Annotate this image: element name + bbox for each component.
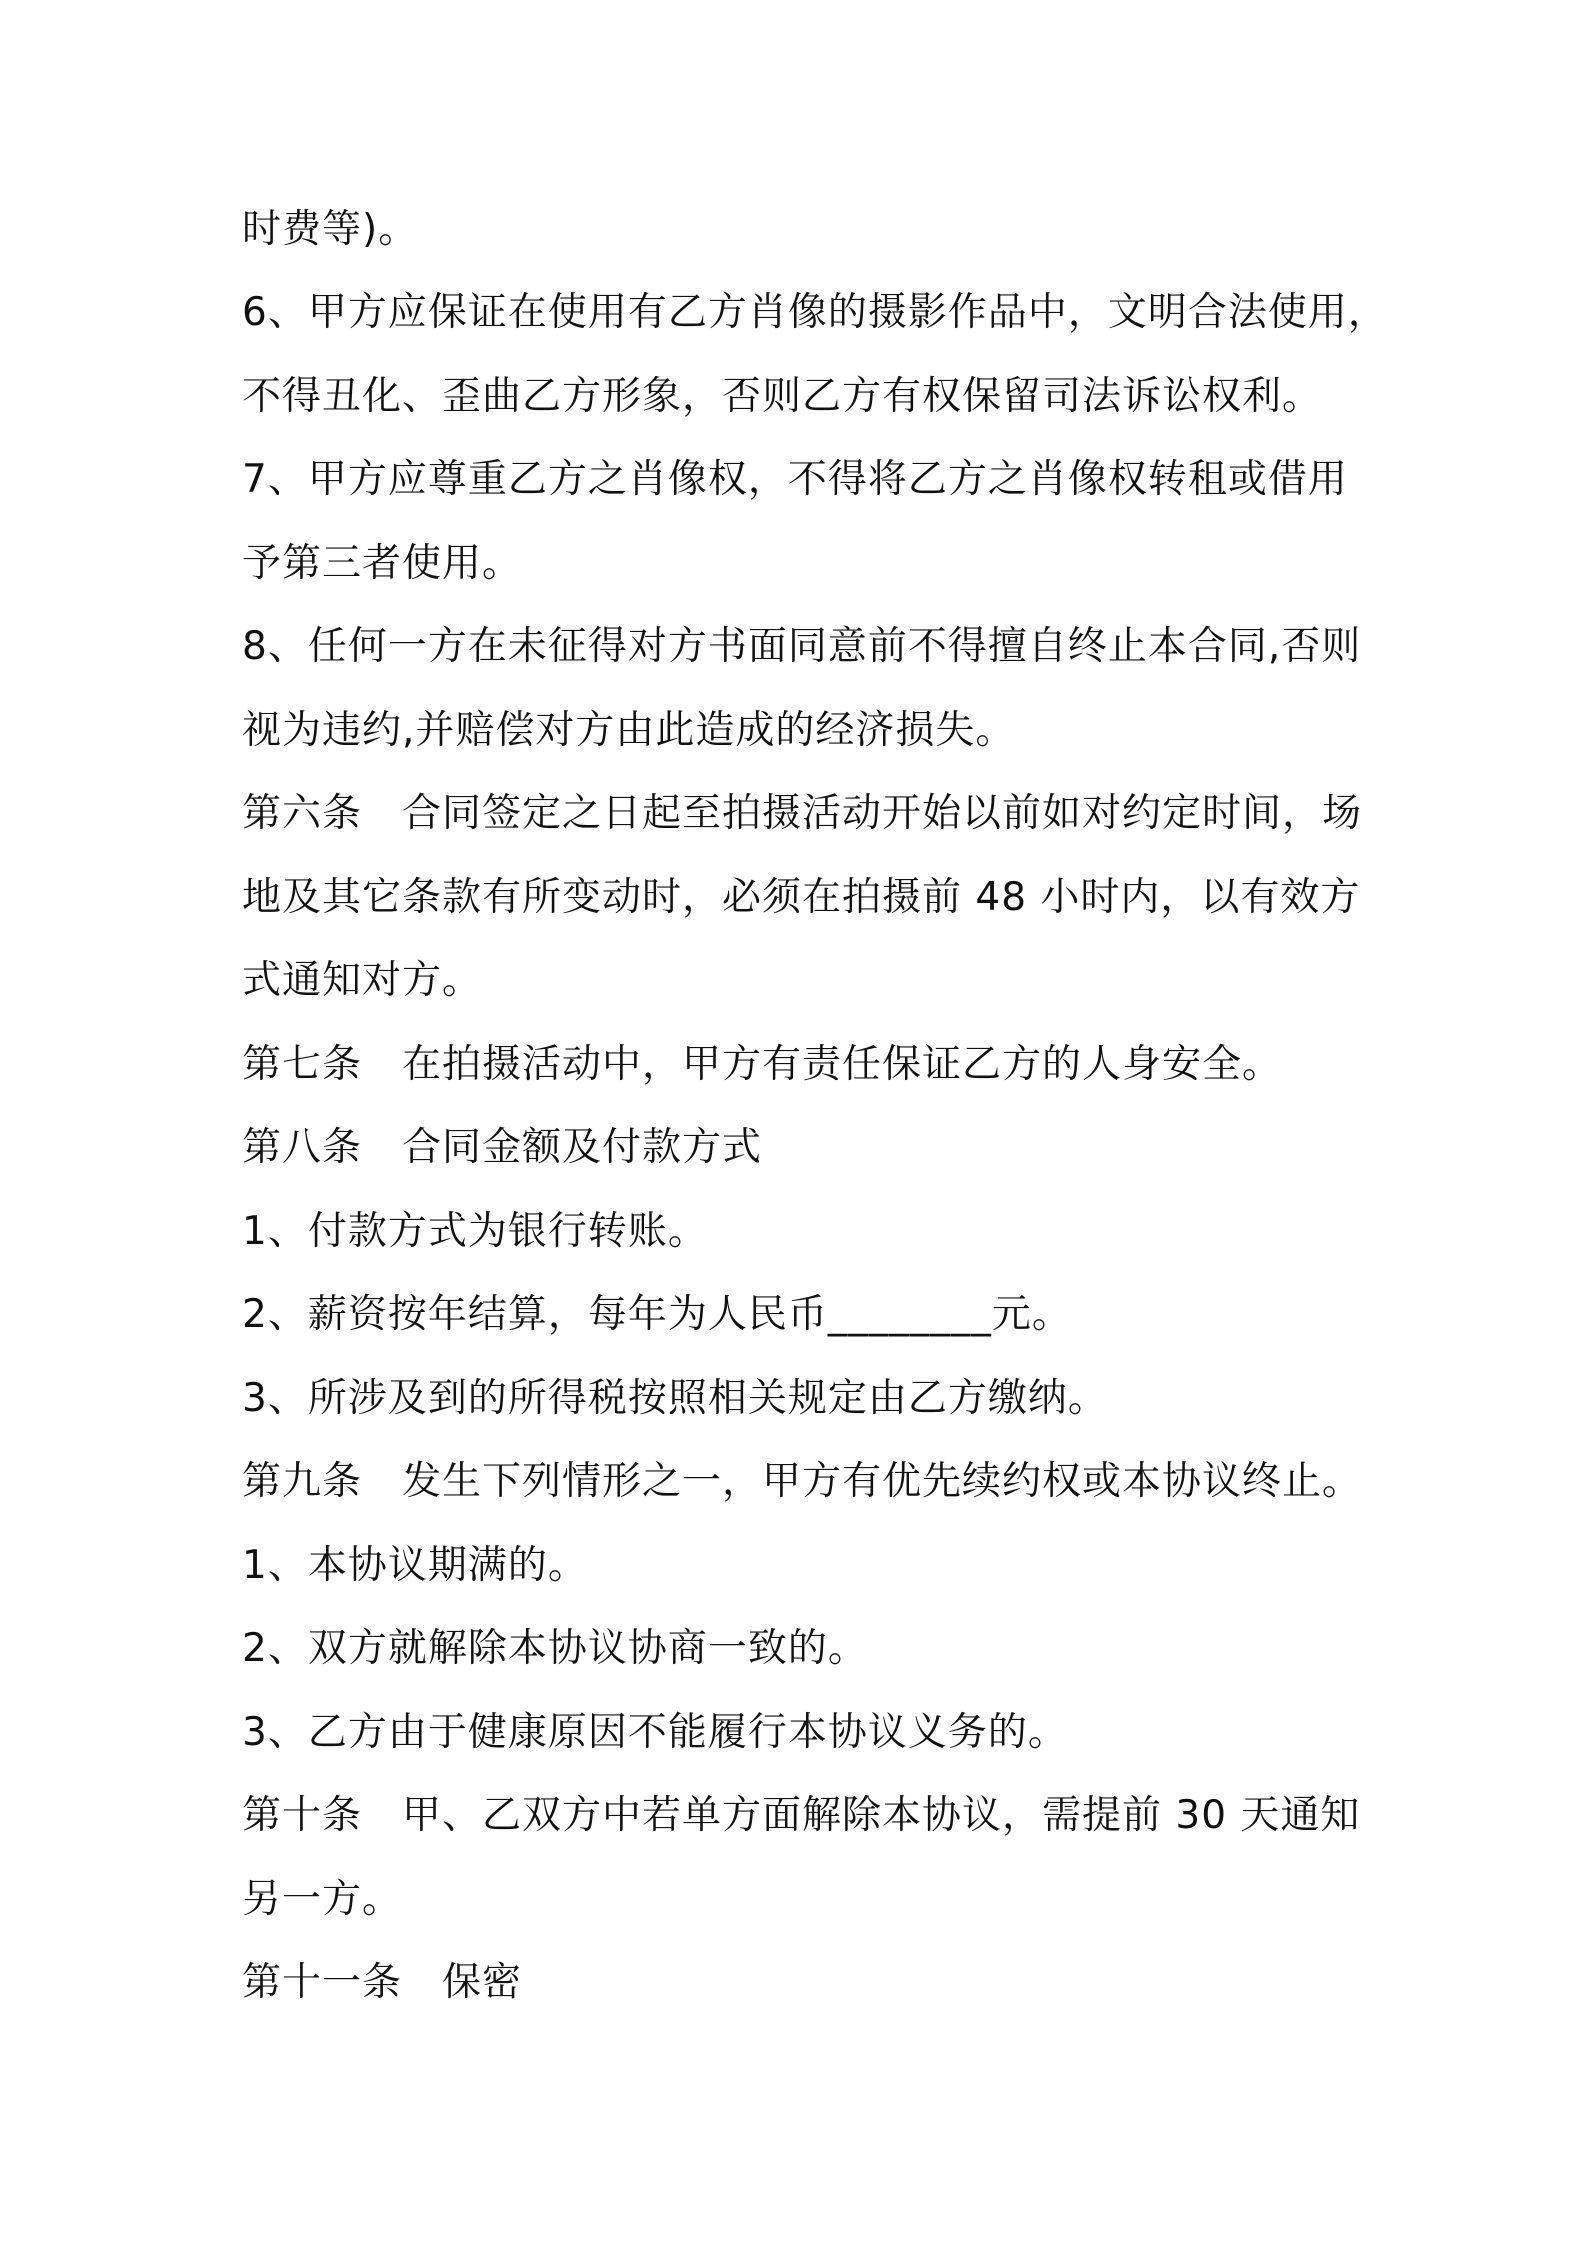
text-line: 式通知对方。 xyxy=(242,958,483,1003)
text-line: 第十一条 保密 xyxy=(242,1960,523,2005)
text-line: 不得丑化、歪曲乙方形象，否则乙方有权保留司法诉讼权利。 xyxy=(242,374,1323,419)
text-line: 第八条 合同金额及付款方式 xyxy=(242,1125,763,1170)
text-line: 6、甲方应保证在使用有乙方肖像的摄影作品中，文明合法使用， xyxy=(242,290,1388,335)
text-line: 2、薪资按年结算，每年为人民币________元。 xyxy=(242,1292,1072,1337)
text-line: 3、乙方由于健康原因不能履行本协议义务的。 xyxy=(242,1710,1068,1755)
text-line: 视为违约,并赔偿对方由此造成的经济损失。 xyxy=(242,708,1016,753)
text-line: 7、甲方应尊重乙方之肖像权，不得将乙方之肖像权转租或借用 xyxy=(242,457,1348,502)
text-line: 地及其它条款有所变动时，必须在拍摄前 48 小时内，以有效方 xyxy=(242,875,1361,920)
text-line: 3、所涉及到的所得税按照相关规定由乙方缴纳。 xyxy=(242,1376,1108,1421)
text-line: 2、双方就解除本协议协商一致的。 xyxy=(242,1626,868,1671)
text-line: 第九条 发生下列情形之一，甲方有优先续约权或本协议终止。 xyxy=(242,1459,1363,1504)
text-line: 1、付款方式为银行转账。 xyxy=(242,1209,708,1254)
text-line: 第七条 在拍摄活动中，甲方有责任保证乙方的人身安全。 xyxy=(242,1042,1283,1087)
text-line: 第十条 甲、乙双方中若单方面解除本协议，需提前 30 天通知 xyxy=(242,1793,1361,1838)
text-line: 8、任何一方在未征得对方书面同意前不得擅自终止本合同,否则 xyxy=(242,624,1362,669)
text-line: 第六条 合同签定之日起至拍摄活动开始以前如对约定时间，场 xyxy=(242,791,1363,836)
text-line: 另一方。 xyxy=(242,1877,403,1922)
text-line: 予第三者使用。 xyxy=(242,541,523,586)
text-line: 时费等)。 xyxy=(242,207,419,252)
text-line: 1、本协议期满的。 xyxy=(242,1543,588,1588)
